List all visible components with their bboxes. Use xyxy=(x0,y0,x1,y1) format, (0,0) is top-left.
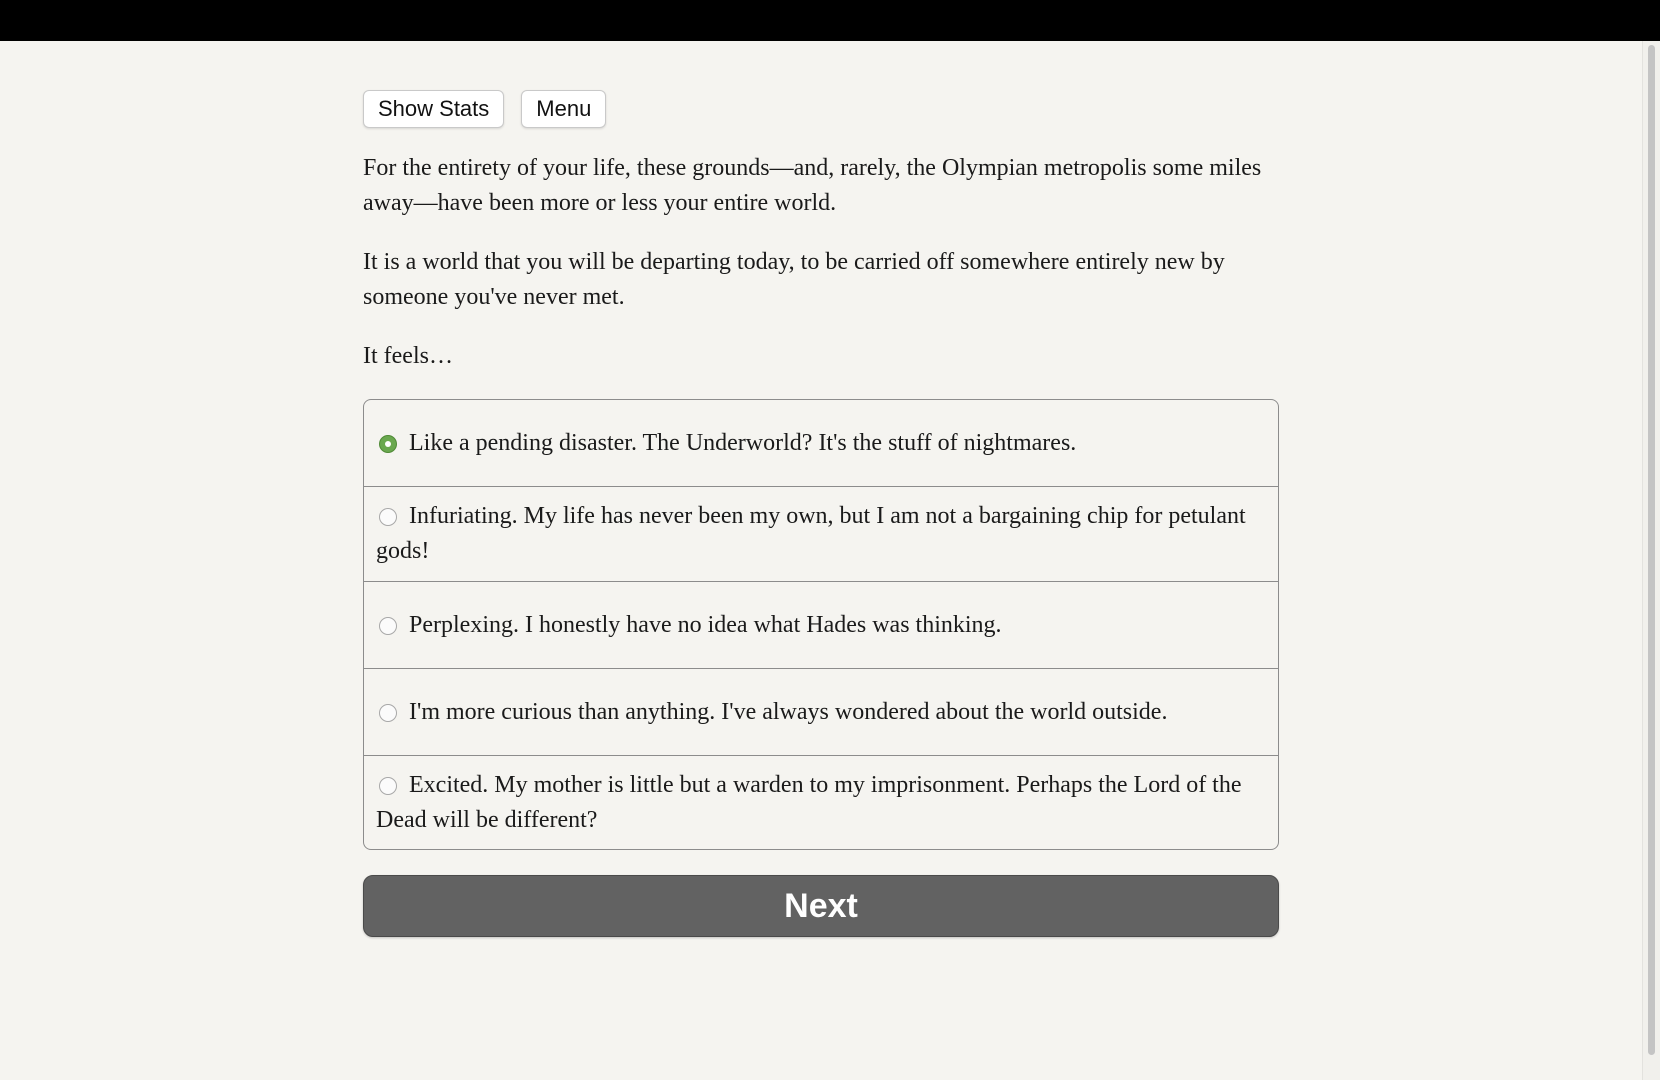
choice-label: Excited. My mother is little but a warden to my imprisonment. Perhaps the Lord of the Dead will be different? xyxy=(376,771,1242,833)
choice-label: Perplexing. I honestly have no idea what Hades was thinking. xyxy=(409,611,1002,638)
choice-label: Infuriating. My life has never been my own, but I am not a bargaining chip for petulant gods! xyxy=(376,503,1246,564)
browser-top-bar xyxy=(0,0,1660,41)
choice-option-3[interactable] xyxy=(364,581,1278,668)
choice-list xyxy=(363,399,1279,850)
menu-button[interactable]: Menu xyxy=(521,90,606,128)
toolbar xyxy=(363,90,1279,128)
story-paragraph: It is a world that you will be departing today, to be carried off somewhere entirely new by someone you've never met. xyxy=(363,249,1225,310)
show-stats-button[interactable]: Show Stats xyxy=(363,90,504,128)
radio-icon[interactable] xyxy=(379,777,397,795)
choice-option-2[interactable] xyxy=(364,486,1278,581)
radio-icon[interactable] xyxy=(379,617,397,635)
choice-label: I'm more curious than anything. I've always wondered about the world outside. xyxy=(409,698,1168,725)
choice-label: Like a pending disaster. The Underworld? It's the stuff of nightmares. xyxy=(409,429,1077,456)
game-content xyxy=(363,90,1279,937)
story-prompt: It feels… xyxy=(363,343,453,369)
vertical-scrollbar[interactable] xyxy=(1642,41,1660,1080)
scrollbar-thumb[interactable] xyxy=(1648,45,1655,1055)
radio-icon[interactable] xyxy=(379,704,397,722)
choice-option-4[interactable] xyxy=(364,668,1278,755)
story-text xyxy=(363,151,1279,374)
radio-icon[interactable] xyxy=(379,508,397,526)
choice-option-1[interactable] xyxy=(364,400,1278,486)
story-paragraph: For the entirety of your life, these grounds—and, rarely, the Olympian metropolis some miles away—have been more or less your entire world. xyxy=(363,155,1262,216)
radio-selected-icon[interactable] xyxy=(379,435,397,453)
choice-option-5[interactable] xyxy=(364,755,1278,849)
next-button[interactable]: Next xyxy=(363,875,1279,937)
